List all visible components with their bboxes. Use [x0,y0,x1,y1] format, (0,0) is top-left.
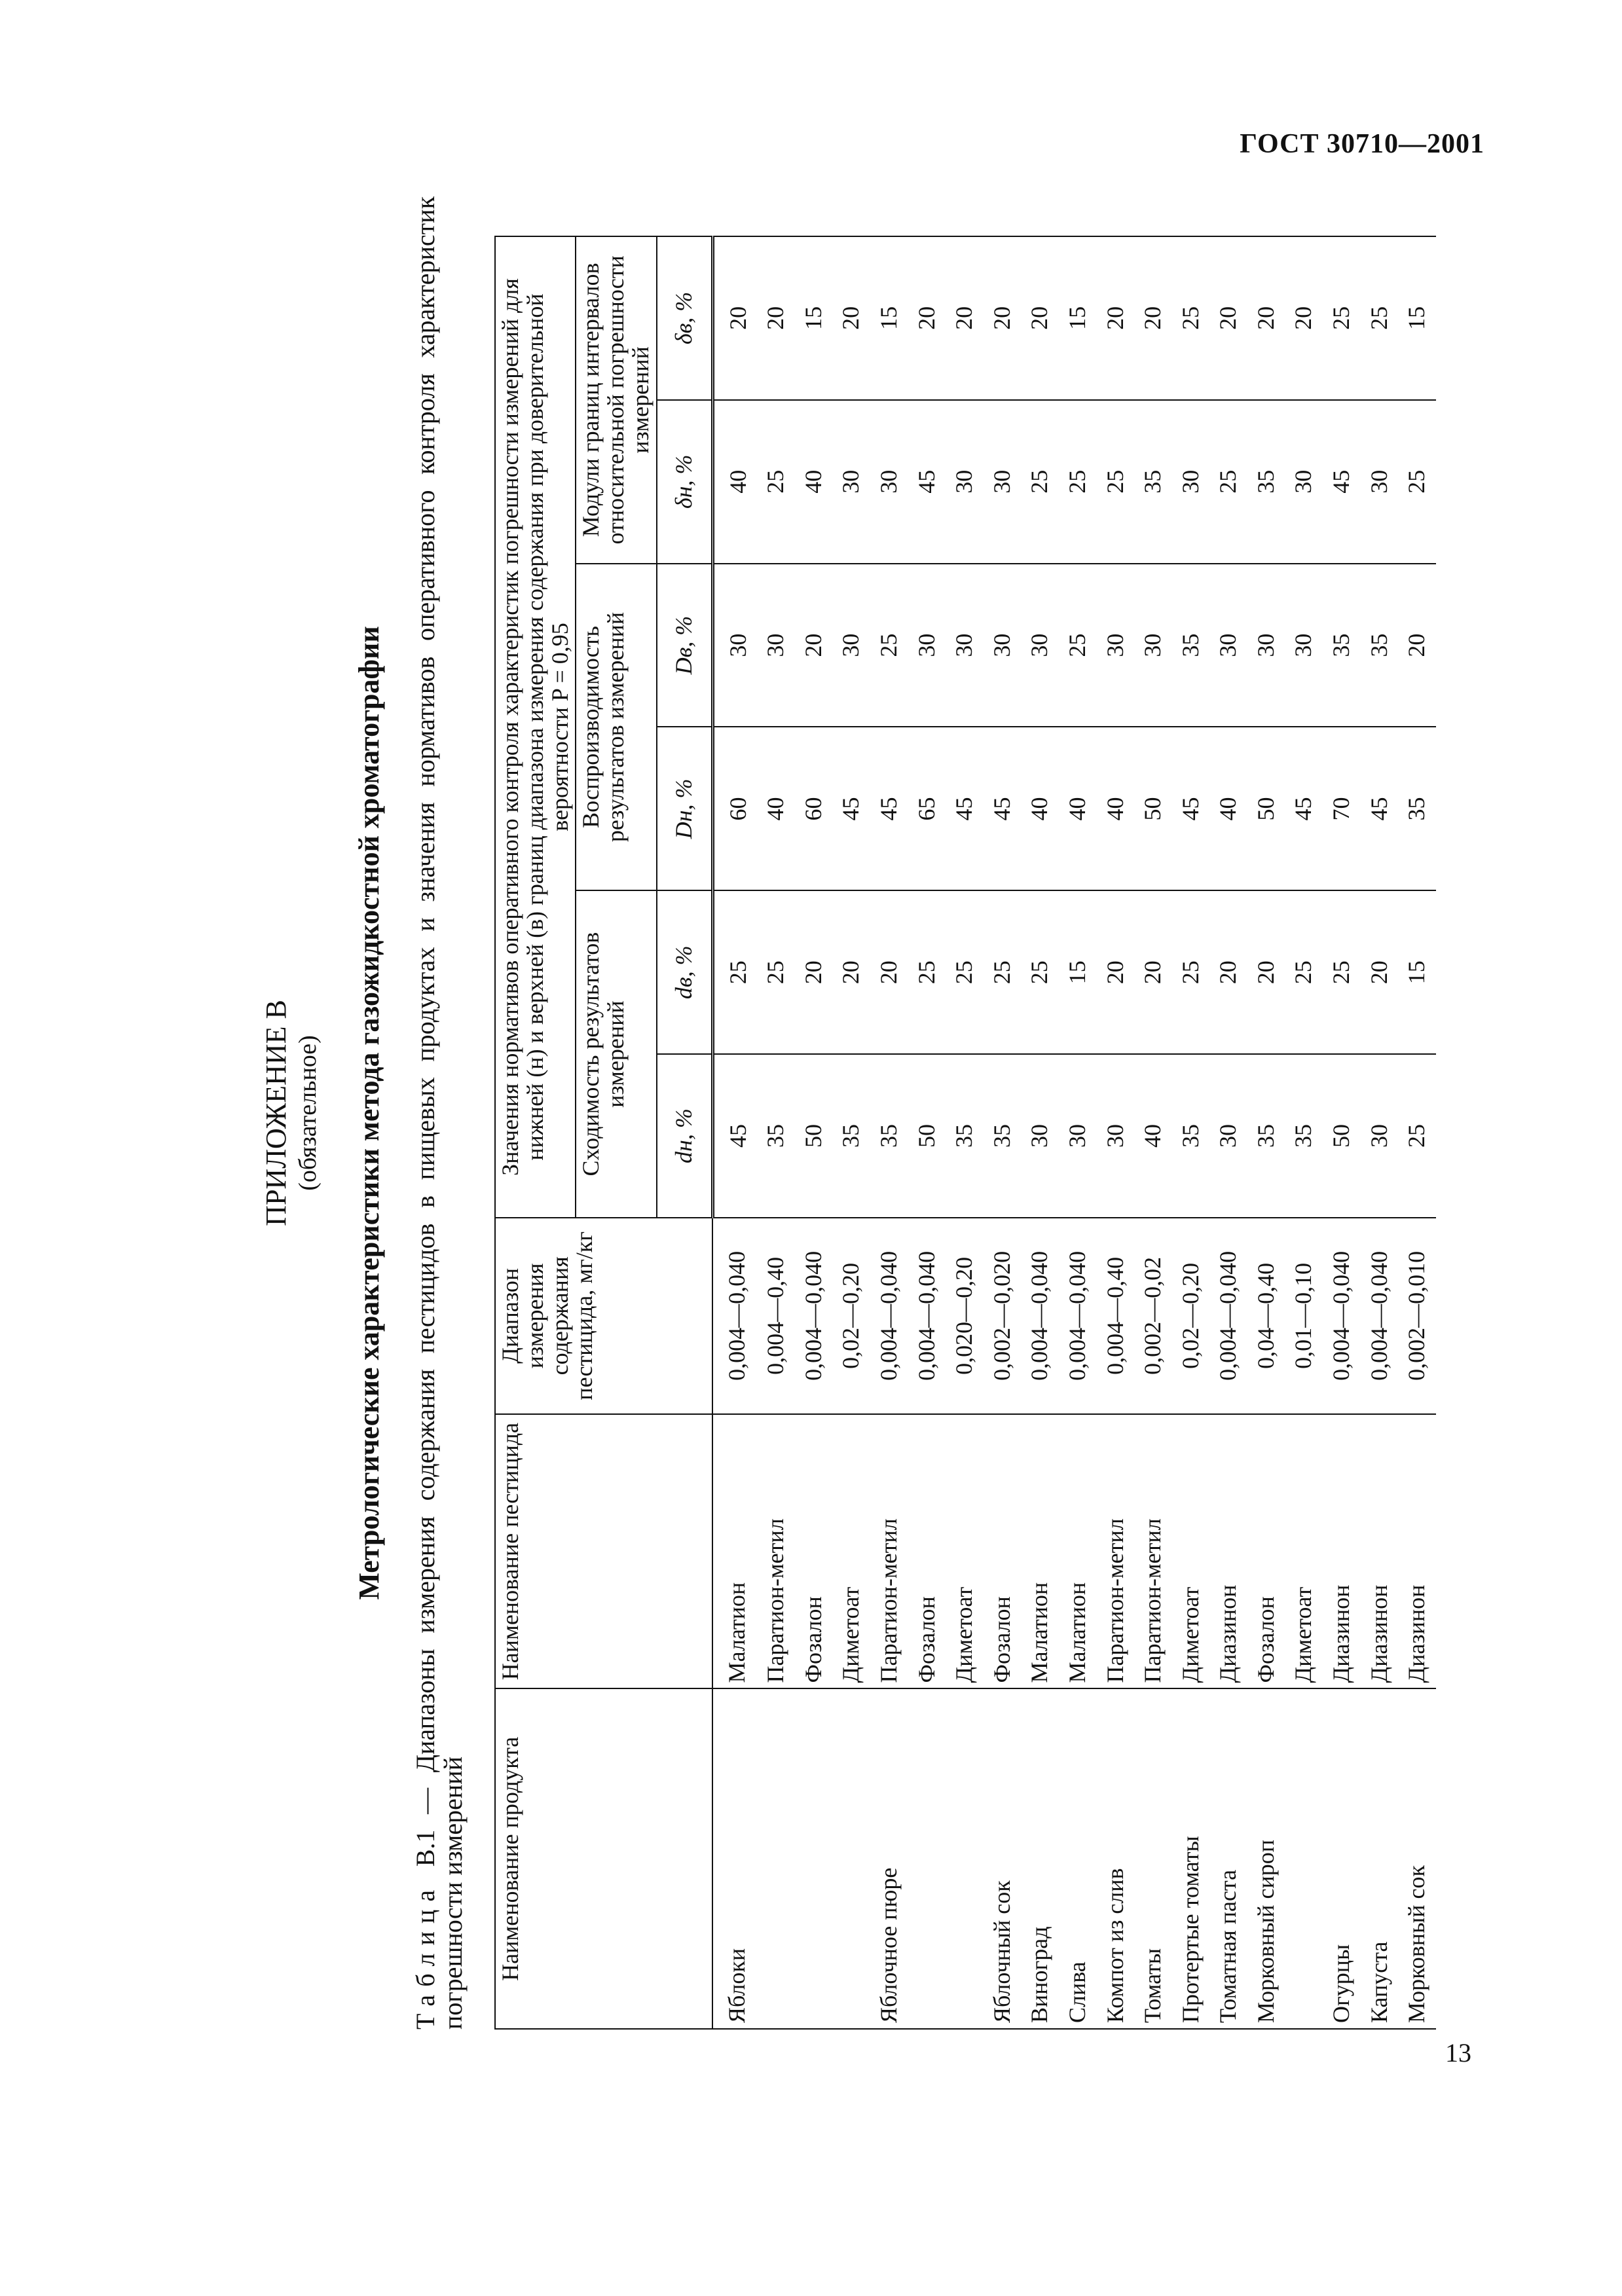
cell-d-v: 20 [1361,890,1399,1054]
cell-delta-v: 20 [1247,236,1285,400]
cell-delta-v: 15 [870,236,908,400]
table-row [1021,236,1059,2029]
cell-pesticide: Фозалон [984,1414,1022,1689]
header-D-n: Dн, % [657,727,712,891]
cell-d-n: 30 [1021,1054,1059,1218]
cell-D-n: 35 [1398,727,1436,891]
cell-d-n: 40 [1134,1054,1172,1218]
cell-delta-n: 25 [1059,400,1097,564]
cell-D-v: 25 [870,564,908,727]
table-row [1097,236,1135,2029]
cell-range: 0,04—0,40 [1247,1218,1285,1414]
cell-delta-v: 15 [795,236,833,400]
cell-d-n: 35 [946,1054,984,1218]
cell-delta-v: 20 [1134,236,1172,400]
table-row [1285,236,1323,2029]
header-d-v: dв, % [657,890,712,1054]
cell-d-v: 20 [832,890,870,1054]
cell-D-v: 20 [795,564,833,727]
cell-D-n: 45 [832,727,870,891]
cell-D-v: 30 [1097,564,1135,727]
cell-delta-v: 20 [757,236,795,400]
cell-range: 0,004—0,040 [1209,1218,1247,1414]
cell-range: 0,004—0,040 [712,1218,757,1414]
header-product: Наименование продукта [495,1688,712,2029]
caption-label: Таблица [411,1882,440,2030]
cell-d-v: 20 [795,890,833,1054]
cell-d-n: 35 [870,1054,908,1218]
cell-d-n: 35 [757,1054,795,1218]
cell-product: Томатная паста [1209,1688,1247,2029]
cell-D-v: 30 [832,564,870,727]
cell-d-v: 25 [1323,890,1361,1054]
cell-range: 0,004—0,040 [795,1218,833,1414]
cell-d-n: 25 [1398,1054,1436,1218]
cell-delta-n: 35 [1134,400,1172,564]
cell-product [1285,1688,1323,2029]
page-number: 13 [1445,2038,1471,2068]
cell-product: Яблоки [712,1688,757,2029]
cell-D-n: 40 [1021,727,1059,891]
caption-text: В.1 — Диапазоны измерения содержания пестицидов в пищевых продуктах и значения нормативов оперативного контроля характеристик погрешности измерений [411,196,468,2030]
cell-pesticide: Диметоат [1172,1414,1210,1689]
cell-product [832,1688,870,2029]
cell-delta-n: 35 [1247,400,1285,564]
cell-range: 0,004—0,040 [1323,1218,1361,1414]
header-convergence: Сходимость результатов измерений [576,890,656,1218]
cell-d-v: 25 [984,890,1022,1054]
cell-D-v: 35 [1323,564,1361,727]
cell-product: Морковный сок [1398,1688,1436,2029]
cell-product: Яблочное пюре [870,1688,908,2029]
cell-D-n: 40 [1209,727,1247,891]
rotated-content [262,196,1480,2030]
cell-pesticide: Паратион-метил [1134,1414,1172,1689]
cell-pesticide: Паратион-метил [757,1414,795,1689]
table-row [1172,236,1210,2029]
table-heading: Метрологические характеристики метода газожидкостной хроматографии [353,626,385,1600]
cell-D-v: 30 [1247,564,1285,727]
cell-pesticide: Малатион [712,1414,757,1689]
cell-product: Компот из слив [1097,1688,1135,2029]
cell-d-n: 35 [832,1054,870,1218]
cell-D-n: 45 [984,727,1022,891]
header-range: Диапазон измерения содержания пестицида, мг/кг [495,1218,712,1414]
cell-d-v: 25 [757,890,795,1054]
cell-d-n: 35 [1172,1054,1210,1218]
cell-D-n: 45 [1285,727,1323,891]
cell-delta-v: 20 [832,236,870,400]
cell-d-v: 25 [1172,890,1210,1054]
cell-delta-n: 30 [832,400,870,564]
cell-D-n: 40 [1097,727,1135,891]
cell-range: 0,002—0,010 [1398,1218,1436,1414]
cell-d-n: 50 [795,1054,833,1218]
cell-D-n: 50 [1247,727,1285,891]
metrology-table [494,236,1436,2030]
cell-D-v: 30 [1134,564,1172,727]
cell-delta-v: 20 [908,236,946,400]
cell-D-n: 60 [795,727,833,891]
table-row [1059,236,1097,2029]
cell-D-v: 30 [984,564,1022,727]
cell-d-v: 20 [1209,890,1247,1054]
table-row [1134,236,1172,2029]
cell-delta-n: 30 [870,400,908,564]
cell-D-n: 50 [1134,727,1172,891]
cell-delta-v: 20 [1021,236,1059,400]
cell-pesticide: Малатион [1059,1414,1097,1689]
cell-delta-v: 15 [1398,236,1436,400]
cell-product [908,1688,946,2029]
table-row [1209,236,1247,2029]
cell-delta-v: 25 [1172,236,1210,400]
cell-delta-v: 15 [1059,236,1097,400]
cell-range: 0,02—0,20 [1172,1218,1210,1414]
cell-D-v: 20 [1398,564,1436,727]
table-caption [412,196,467,2030]
cell-d-v: 20 [1097,890,1135,1054]
document-code: ГОСТ 30710—2001 [1240,129,1484,159]
cell-product [757,1688,795,2029]
cell-delta-v: 20 [1209,236,1247,400]
cell-delta-n: 25 [1209,400,1247,564]
cell-pesticide: Диметоат [1285,1414,1323,1689]
cell-D-n: 70 [1323,727,1361,891]
cell-d-v: 20 [1134,890,1172,1054]
cell-D-v: 25 [1059,564,1097,727]
cell-d-n: 30 [1361,1054,1399,1218]
table-row [1323,236,1361,2029]
cell-D-n: 40 [1059,727,1097,891]
cell-d-v: 25 [1021,890,1059,1054]
cell-D-v: 30 [908,564,946,727]
cell-delta-n: 30 [984,400,1022,564]
cell-product: Морковный сироп [1247,1688,1285,2029]
cell-D-n: 40 [757,727,795,891]
table-row [870,236,908,2029]
cell-delta-n: 25 [757,400,795,564]
cell-D-n: 60 [712,727,757,891]
cell-d-v: 25 [908,890,946,1054]
cell-product: Огурцы [1323,1688,1361,2029]
cell-pesticide: Фозалон [908,1414,946,1689]
header-delta-n: δн, % [657,400,712,564]
appendix-subtitle: (обязательное) [294,1035,322,1191]
cell-range: 0,004—0,040 [1021,1218,1059,1414]
table-row [984,236,1022,2029]
cell-range: 0,004—0,040 [870,1218,908,1414]
cell-D-n: 65 [908,727,946,891]
header-delta-v: δв, % [657,236,712,400]
cell-range: 0,004—0,40 [1097,1218,1135,1414]
cell-D-n: 45 [1361,727,1399,891]
cell-product [946,1688,984,2029]
cell-d-v: 25 [946,890,984,1054]
cell-D-v: 30 [1209,564,1247,727]
header-norms-group: Значения нормативов оперативного контроля характеристик погрешности измерений для нижней (н) и верхней (в) границ диапазона измерения содержания при доверительной вероятности P = 0,95 [495,236,576,1218]
cell-D-v: 30 [946,564,984,727]
cell-D-v: 35 [1361,564,1399,727]
table-row [757,236,795,2029]
table-row [908,236,946,2029]
cell-delta-v: 25 [1323,236,1361,400]
cell-D-v: 30 [712,564,757,727]
header-d-n: dн, % [657,1054,712,1218]
cell-delta-v: 20 [946,236,984,400]
cell-d-n: 35 [1247,1054,1285,1218]
cell-D-n: 45 [946,727,984,891]
cell-d-n: 35 [984,1054,1022,1218]
cell-pesticide: Малатион [1021,1414,1059,1689]
cell-range: 0,002—0,02 [1134,1218,1172,1414]
cell-range: 0,002—0,020 [984,1218,1022,1414]
cell-range: 0,004—0,40 [757,1218,795,1414]
cell-pesticide: Диметоат [832,1414,870,1689]
cell-pesticide: Паратион-метил [1097,1414,1135,1689]
cell-range: 0,004—0,040 [1361,1218,1399,1414]
cell-D-v: 30 [1285,564,1323,727]
table-row [832,236,870,2029]
cell-pesticide: Диазинон [1323,1414,1361,1689]
cell-d-v: 20 [1247,890,1285,1054]
cell-delta-v: 25 [1361,236,1399,400]
cell-delta-v: 20 [1097,236,1135,400]
cell-product: Капуста [1361,1688,1399,2029]
table-row [712,236,757,2029]
cell-delta-v: 20 [984,236,1022,400]
cell-delta-n: 25 [1097,400,1135,564]
table-row [1247,236,1285,2029]
cell-d-n: 30 [1059,1054,1097,1218]
cell-product: Слива [1059,1688,1097,2029]
cell-delta-n: 30 [1361,400,1399,564]
cell-range: 0,020—0,20 [946,1218,984,1414]
cell-pesticide: Фозалон [1247,1414,1285,1689]
cell-product: Томаты [1134,1688,1172,2029]
cell-range: 0,01—0,10 [1285,1218,1323,1414]
cell-pesticide: Паратион-метил [870,1414,908,1689]
cell-pesticide: Фозалон [795,1414,833,1689]
cell-D-n: 45 [1172,727,1210,891]
cell-delta-n: 30 [1172,400,1210,564]
cell-delta-n: 45 [1323,400,1361,564]
cell-product: Протертые томаты [1172,1688,1210,2029]
cell-d-v: 25 [1285,890,1323,1054]
cell-range: 0,004—0,040 [1059,1218,1097,1414]
cell-d-n: 50 [908,1054,946,1218]
cell-delta-n: 45 [908,400,946,564]
cell-d-n: 50 [1323,1054,1361,1218]
cell-D-v: 35 [1172,564,1210,727]
table-row [795,236,833,2029]
cell-range: 0,004—0,040 [908,1218,946,1414]
cell-delta-n: 40 [712,400,757,564]
appendix-title: ПРИЛОЖЕНИЕ В [260,1000,292,1226]
cell-delta-v: 20 [712,236,757,400]
cell-d-n: 30 [1209,1054,1247,1218]
header-pesticide: Наименование пестицида [495,1414,712,1689]
cell-D-v: 30 [1021,564,1059,727]
header-modules: Модули границ интервалов относительной погрешности измерений [576,236,656,564]
cell-product: Яблочный сок [984,1688,1022,2029]
cell-d-v: 15 [1398,890,1436,1054]
cell-d-n: 30 [1097,1054,1135,1218]
cell-d-n: 35 [1285,1054,1323,1218]
table-body [712,236,1436,2029]
cell-range: 0,02—0,20 [832,1218,870,1414]
header-D-v: Dв, % [657,564,712,727]
cell-d-v: 15 [1059,890,1097,1054]
cell-delta-v: 20 [1285,236,1323,400]
header-reproducibility: Воспроизводимость результатов измерений [576,564,656,891]
cell-d-n: 45 [712,1054,757,1218]
cell-D-v: 30 [757,564,795,727]
cell-product: Виноград [1021,1688,1059,2029]
cell-pesticide: Диазинон [1361,1414,1399,1689]
cell-delta-n: 25 [1021,400,1059,564]
cell-delta-n: 30 [946,400,984,564]
cell-delta-n: 25 [1398,400,1436,564]
cell-pesticide: Диазинон [1209,1414,1247,1689]
table-row [1361,236,1399,2029]
cell-product [795,1688,833,2029]
cell-delta-n: 30 [1285,400,1323,564]
table-row [1398,236,1436,2029]
cell-delta-n: 40 [795,400,833,564]
cell-d-v: 25 [712,890,757,1054]
table-row [946,236,984,2029]
cell-pesticide: Диметоат [946,1414,984,1689]
cell-pesticide: Диазинон [1398,1414,1436,1689]
cell-d-v: 20 [870,890,908,1054]
cell-D-n: 45 [870,727,908,891]
